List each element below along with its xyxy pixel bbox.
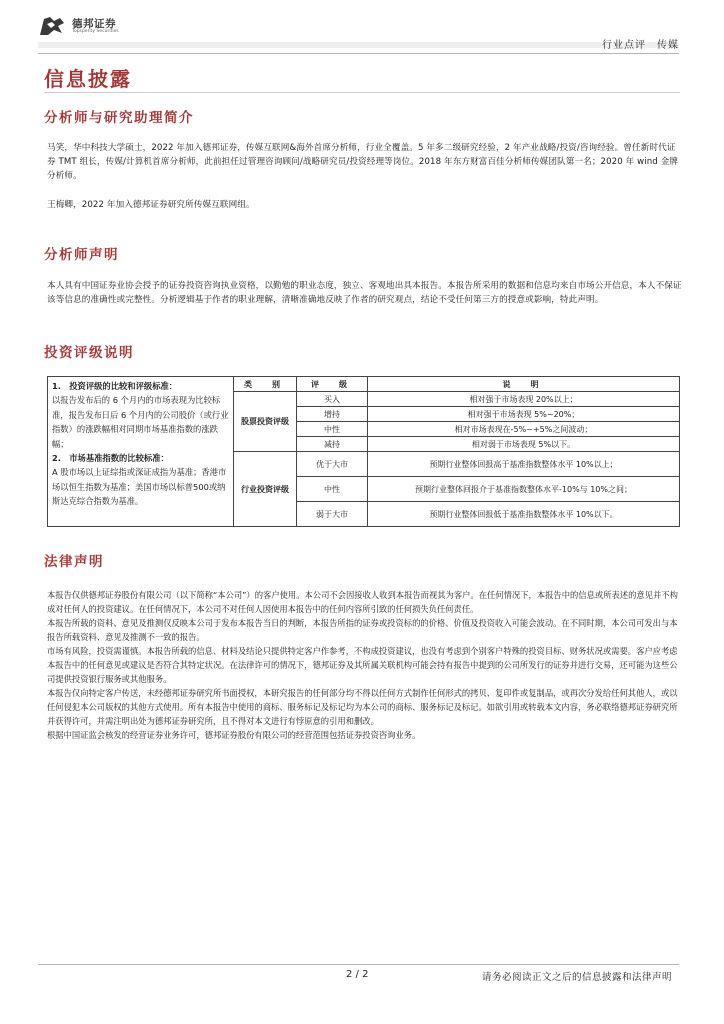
criteria-text-2: A 股市场以上证综指或深证成指为基准；香港市场以恒生指数为基准；美国市场以标普500或纳斯达克综合指数为基准。 (52, 467, 227, 507)
rating-level: 减持 (297, 437, 368, 452)
stock-rating-label: 股票投资评级 (234, 392, 297, 452)
table-header-desc: 说 明 (368, 377, 680, 392)
legal-paragraph: 市场有风险，投资需谨慎。本报告所载的信息、材料及结论只提供特定客户作参考，不构成投资建议，也没有考虑到个别客户特殊的投资目标、财务状况或需要。客户应考虑本报告中的任何意见或建议是否符合其特定状况。在法律许可的情况下，德邦证券及其所属关联机构可能会持有报告中提到的公司所发行的证券并进行交易，还可能为这些公司提供投资银行服务或其他服务。 (47, 646, 678, 684)
rating-desc: 相对市场表现在-5%~+5%之间波动； (368, 422, 680, 437)
rating-level: 买入 (297, 392, 368, 407)
page-number: 2 / 2 (346, 969, 369, 980)
criteria-heading-2: 2. 市场基准指数的比较标准： (52, 453, 169, 464)
title-divider (44, 92, 680, 93)
rating-desc: 预期行业整体回报高于基准指数整体水平 10%以上； (368, 452, 680, 477)
legal-paragraph: 本报告仅向特定客户传送，未经德邦证券研究所书面授权，本研究报告的任何部分均不得以任何方式制作任何形式的拷贝、复印件或复制品，或再次分发给任何其他人，或以任何侵犯本公司版权的其他方式使用。所有本报告中使用的商标、服务标记及标记均为本公司的商标、服务标记及标记。如欲引用或转载本文内容，务必联络德邦证券研究所并获得许可，并需注明出处为德邦证券研究所，且不得对本文进行有悖原意的引用和删改。 (47, 688, 678, 726)
rating-desc: 相对弱于市场表现 5%以下。 (368, 437, 680, 452)
report-category: 行业点评 传媒 (602, 40, 679, 51)
rating-desc: 预期行业整体回报介于基准指数整体水平-10%与 10%之间； (368, 477, 680, 502)
legal-paragraph: 本报告仅供德邦证券股份有限公司（以下简称“本公司”）的客户使用。本公司不会因接收人收到本报告而视其为客户。在任何情况下，本报告中的信息或所表述的意见并不构成对任何人的投资建议。在任何情况下，本公司不对任何人因使用本报告中的任何内容所引致的任何损失负任何责任。 (47, 590, 678, 614)
rating-desc: 相对强于市场表现 20%以上； (368, 392, 680, 407)
analyst-statement-text: 本人具有中国证券业协会授予的证券投资咨询执业资格，以勤勉的职业态度，独立、客观地出具本报告。本报告所采用的数据和信息均来自市场公开信息，本人不保证该等信息的准确性或完整性。分析逻辑基于作者的职业理解，清晰准确地反映了作者的研究观点，结论不受任何第三方的授意或影响，特此声明。 (47, 281, 682, 305)
rating-desc: 相对强于市场表现 5%~20%； (368, 407, 680, 422)
section-heading-statement: 分析师声明 (44, 247, 119, 263)
rating-level: 优于大市 (297, 452, 368, 477)
rating-level: 中性 (297, 422, 368, 437)
analyst-bio-2: 王梅卿，2022 年加入德邦证券研究所传媒互联网组。 (47, 200, 255, 210)
brand-name: 德邦证券 (72, 18, 116, 30)
rating-level: 中性 (297, 477, 368, 502)
brand-subtitle: Topsperity Securities (72, 29, 119, 34)
section-heading-legal: 法律声明 (44, 554, 104, 570)
company-logo (38, 15, 133, 37)
legal-text (47, 588, 683, 742)
section-heading-rating: 投资评级说明 (44, 345, 134, 361)
analyst-bio-1: 马笑，华中科技大学硕士，2022 年加入德邦证券，传媒互联网&海外首席分析师，行业全覆盖。5 年多二级研究经验，2 年产业战略/投资/咨询经验。曾任新时代证券 TMT 组长，传媒/计算机首席分析师，此前担任过管理咨询顾问/战略研究员/投资经理等岗位。2018 年东方财富百佳分析师传媒团队第一名；2020 年 wind 金牌分析师。 (47, 143, 679, 181)
section-heading-analyst: 分析师与研究助理简介 (44, 110, 194, 126)
legal-paragraph: 本报告所载的资料、意见及推测仅反映本公司于发布本报告当日的判断，本报告所指的证券或投资标的的价格、价值及投资收入可能会波动。在不同时期，本公司可发出与本报告所载资料、意见及推测不一致的报告。 (47, 618, 678, 642)
legal-paragraph: 根据中国证监会核发的经营证券业务许可，德邦证券股份有限公司的经营范围包括证券投资咨询业务。 (47, 730, 421, 740)
table-header-level: 评 级 (297, 377, 368, 392)
header-divider (38, 53, 679, 54)
page-title: 信息披露 (44, 67, 132, 91)
rating-table (47, 376, 680, 527)
company-logo-icon (38, 15, 66, 37)
rating-desc: 预期行业整体回报低于基准指数整体水平 10%以下。 (368, 502, 680, 527)
rating-level: 增持 (297, 407, 368, 422)
header-band (38, 42, 679, 48)
footer-divider (38, 964, 679, 965)
criteria-text-1: 以报告发布后的 6 个月内的市场表现为比较标准，报告发布日后 6 个月内的公司股价（或行业指数）的涨跌幅相对同期市场基准指数的涨跌幅； (52, 395, 229, 449)
industry-rating-label: 行业投资评级 (234, 452, 297, 527)
footer-disclaimer: 请务必阅读正文之后的信息披露和法律声明 (481, 972, 672, 983)
rating-criteria (48, 377, 234, 527)
rating-level: 弱于大市 (297, 502, 368, 527)
criteria-heading-1: 1. 投资评级的比较和评级标准： (52, 381, 178, 391)
table-header-type: 类 别 (234, 377, 297, 392)
